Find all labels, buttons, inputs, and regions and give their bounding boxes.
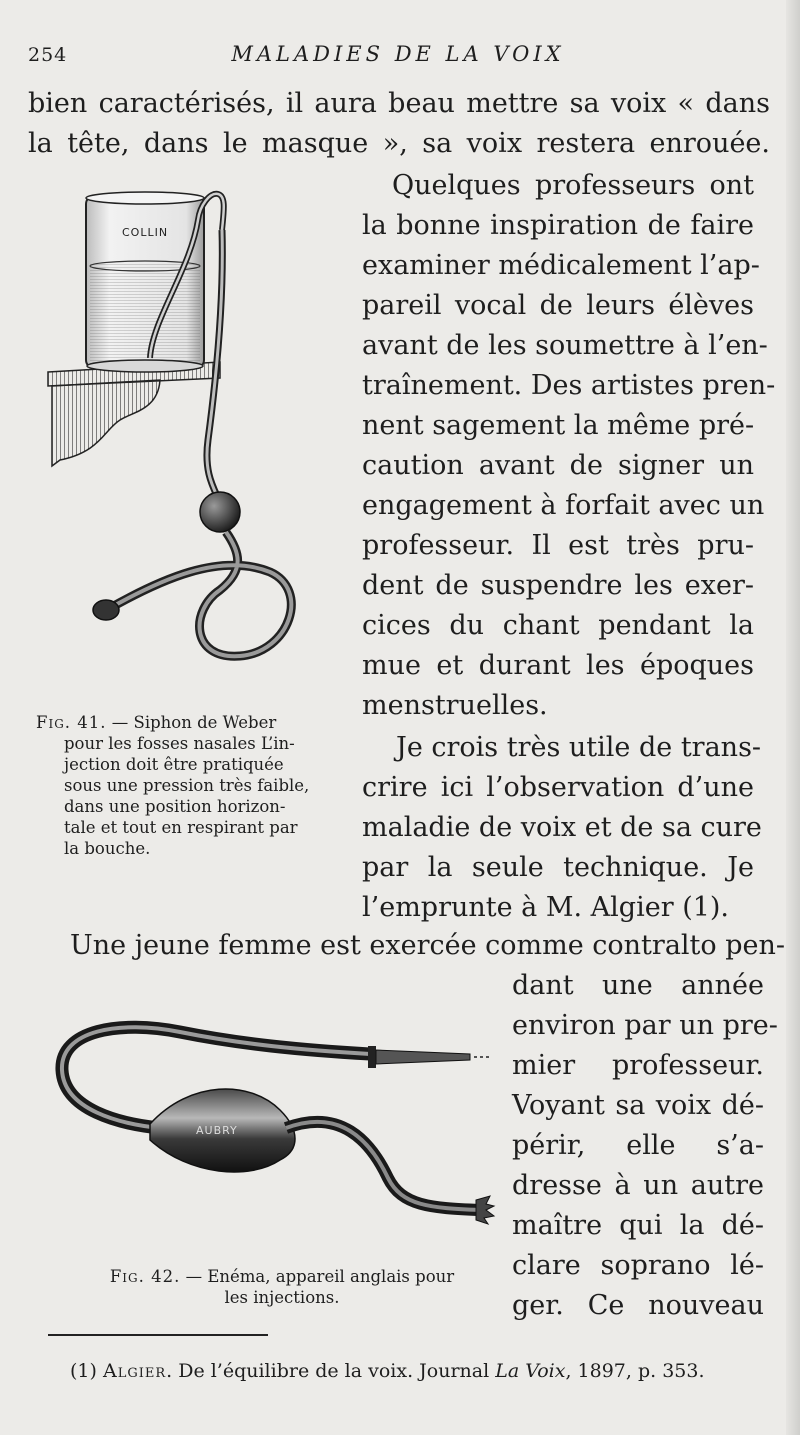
text-line: mue et durant les époques [362, 650, 754, 681]
bulb-label: AUBRY [196, 1124, 238, 1137]
text-line: périr, elle s’a- [512, 1130, 764, 1161]
text-line: la bonne inspiration de faire [362, 210, 754, 241]
text-line: avant de les soumettre à l’en- [362, 330, 768, 361]
text-line: la tête, dans le masque », sa voix restera enrouée. [28, 128, 770, 159]
text-line: environ par un pre- [512, 1010, 778, 1041]
footnote-text: , 1897, p. 353. [565, 1360, 705, 1382]
text-line: caution avant de signer un [362, 450, 754, 481]
text-line: cices du chant pendant la [362, 610, 754, 641]
caption-line: — Enéma, appareil anglais pour [185, 1267, 455, 1286]
text-line: l’emprunte à M. Algier (1). [362, 892, 730, 923]
text-line: Je crois très utile de trans- [396, 732, 762, 763]
text-line: examiner médicalement l’ap- [362, 250, 760, 281]
text-line: engagement à forfait avec un [362, 490, 765, 521]
text-line: nent sagement la même pré- [362, 410, 755, 441]
footnote-author: Algier [102, 1360, 167, 1382]
text-line: crire ici l’observation d’une [362, 772, 754, 803]
caption-line: tale et tout en respirant par [64, 818, 298, 837]
text-line: Voyant sa voix dé- [512, 1090, 764, 1121]
footnote-rule [48, 1334, 268, 1336]
figure-label: Fig. 41. [36, 713, 107, 732]
footnote [70, 1360, 705, 1382]
page-number: 254 [28, 44, 68, 66]
caption-line: jection doit être pratiquée [64, 755, 284, 774]
jar-label: COLLIN [122, 226, 169, 239]
text-line: traînement. Des artistes pren- [362, 370, 776, 401]
text-line: pareil vocal de leurs élèves [362, 290, 754, 321]
caption-line: sous une pression très faible, [64, 776, 310, 795]
text-line: professeur. Il est très pru- [362, 530, 754, 561]
text-line: bien caractérisés, il aura beau mettre sa voix « dans [28, 88, 770, 119]
text-line: mier professeur. [512, 1050, 764, 1081]
enema-illustration [50, 1010, 500, 1240]
text-line: menstruelles. [362, 690, 548, 721]
text-line: clare soprano lé- [512, 1250, 764, 1281]
caption-line: la bouche. [64, 839, 151, 858]
text-line: dant une année [512, 970, 764, 1001]
footnote-marker: (1) [70, 1360, 97, 1382]
text-line: maladie de voix et de sa cure [362, 812, 762, 843]
footnote-journal: La Voix [495, 1360, 566, 1382]
caption-line: pour les fosses nasales L’in- [64, 734, 295, 753]
siphon-illustration [40, 180, 340, 670]
figure-label: Fig. 42. [109, 1267, 181, 1286]
text-line: Quelques professeurs ont [392, 170, 754, 201]
text-line: maître qui la dé- [512, 1210, 764, 1241]
figure-caption [72, 1266, 492, 1308]
page-edge-shadow [786, 0, 800, 1435]
caption-line: dans une position horizon- [64, 797, 286, 816]
caption-line: — Siphon de Weber [111, 713, 277, 732]
figure-caption [36, 712, 336, 859]
text-line: dresse à un autre [512, 1170, 764, 1201]
text-line: ger. Ce nouveau [512, 1290, 764, 1321]
text-line: Une jeune femme est exercée comme contralto pen- [70, 930, 786, 961]
text-line: par la seule technique. Je [362, 852, 754, 883]
page-header [28, 38, 768, 70]
footnote-text: . De l’équilibre de la voix. Journal [166, 1360, 496, 1382]
caption-line: les injections. [224, 1288, 340, 1307]
text-line: dent de suspendre les exer- [362, 570, 754, 601]
running-head: MALADIES DE LA VOIX [231, 42, 565, 66]
